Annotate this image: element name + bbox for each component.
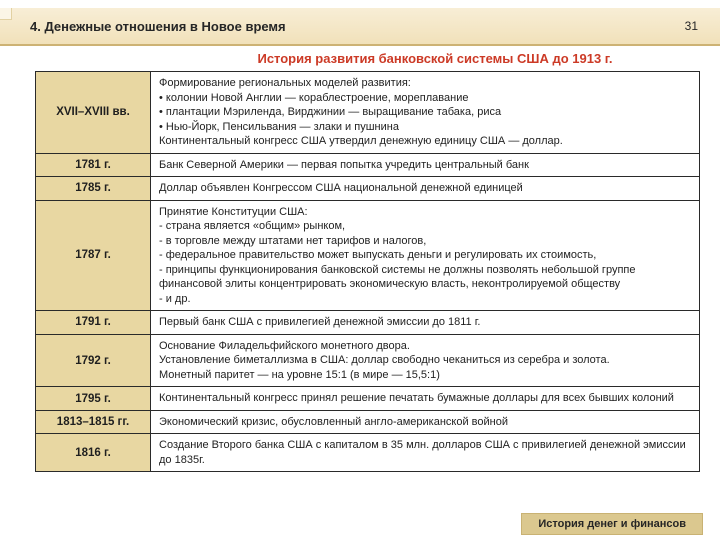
description-cell (151, 311, 700, 335)
description-line: - страна является «общим» рынком, (159, 220, 346, 233)
header-corner-decoration (0, 8, 12, 20)
header-bar (0, 8, 720, 46)
description-line: Банк Северной Америки — первая попытка учредить центральный банк (159, 158, 529, 171)
history-table-body (36, 72, 700, 472)
description-line: Экономический кризис, обусловленный англо-американской войной (159, 415, 509, 428)
description-cell (151, 72, 700, 154)
description-line: Монетный паритет — на уровне 15:1 (в мире — 15,5:1) (159, 368, 440, 381)
description-line: Формирование региональных моделей развития: (159, 77, 411, 89)
description-line: - федеральное правительство может выпускать деньги и регулировать их стоимость, (159, 249, 597, 262)
description-cell (151, 387, 700, 411)
description-line: Первый банк США с привилегией денежной эмиссии до 1811 г. (159, 316, 481, 329)
table-row (36, 72, 700, 154)
table-row (36, 311, 700, 335)
period-cell: 1781 г. (36, 153, 151, 177)
period-cell: 1792 г. (36, 334, 151, 387)
description-line: • плантации Мэриленда, Вирджинии — выращивание табака, риса (159, 106, 502, 119)
history-table (35, 71, 700, 472)
footer-badge: История денег и финансов (521, 513, 703, 535)
description-line: Континентальный конгресс принял решение печатать бумажные доллары для всех бывших колоний (159, 392, 674, 405)
description-line: Принятие Конституции США: (159, 205, 308, 218)
period-cell: 1785 г. (36, 177, 151, 201)
description-cell (151, 153, 700, 177)
description-cell (151, 177, 700, 201)
description-cell (151, 434, 700, 472)
table-row (36, 434, 700, 472)
table-row (36, 200, 700, 311)
description-cell (151, 200, 700, 311)
description-line: • колонии Новой Англии — кораблестроение, мореплавание (159, 91, 469, 104)
period-cell: 1787 г. (36, 200, 151, 311)
page-title: 4. Денежные отношения в Новое время (30, 18, 286, 34)
period-cell: XVII–XVIII вв. (36, 72, 151, 154)
description-line: Создание Второго банка США с капиталом в 35 млн. долларов США с привилегией денежной эмиссии до 1835г. (159, 439, 686, 466)
table-row (36, 387, 700, 411)
period-cell: 1791 г. (36, 311, 151, 335)
description-line: - в торговле между штатами нет тарифов и налогов, (159, 234, 427, 247)
description-line: Основание Филадельфийского монетного двора. (159, 339, 410, 352)
period-cell: 1795 г. (36, 387, 151, 411)
description-cell (151, 334, 700, 387)
description-line: - принципы функционирования банковской системы не должны позволять небольшой группе финансовой элиты концентрировать экономическую власть, неконтролируемой обществу (159, 263, 636, 291)
description-line: Доллар объявлен Конгрессом США национальной денежной единицей (159, 182, 523, 195)
period-cell: 1813–1815 гг. (36, 410, 151, 434)
description-line: • Нью-Йорк, Пенсильвания — злаки и пушнина (159, 120, 399, 133)
description-cell (151, 410, 700, 434)
description-line: Установление биметаллизма в США: доллар свободно чеканиться из серебра и золота. (159, 354, 610, 367)
slide-subtitle: История развития банковской системы США до 1913 г. (257, 51, 613, 66)
table-row (36, 410, 700, 434)
table-row (36, 177, 700, 201)
page-number: 31 (684, 19, 698, 33)
period-cell: 1816 г. (36, 434, 151, 472)
table-row (36, 334, 700, 387)
description-line: - и др. (159, 292, 191, 305)
description-line: Континентальный конгресс США утвердил денежную единицу США — доллар. (159, 135, 563, 148)
table-row (36, 153, 700, 177)
